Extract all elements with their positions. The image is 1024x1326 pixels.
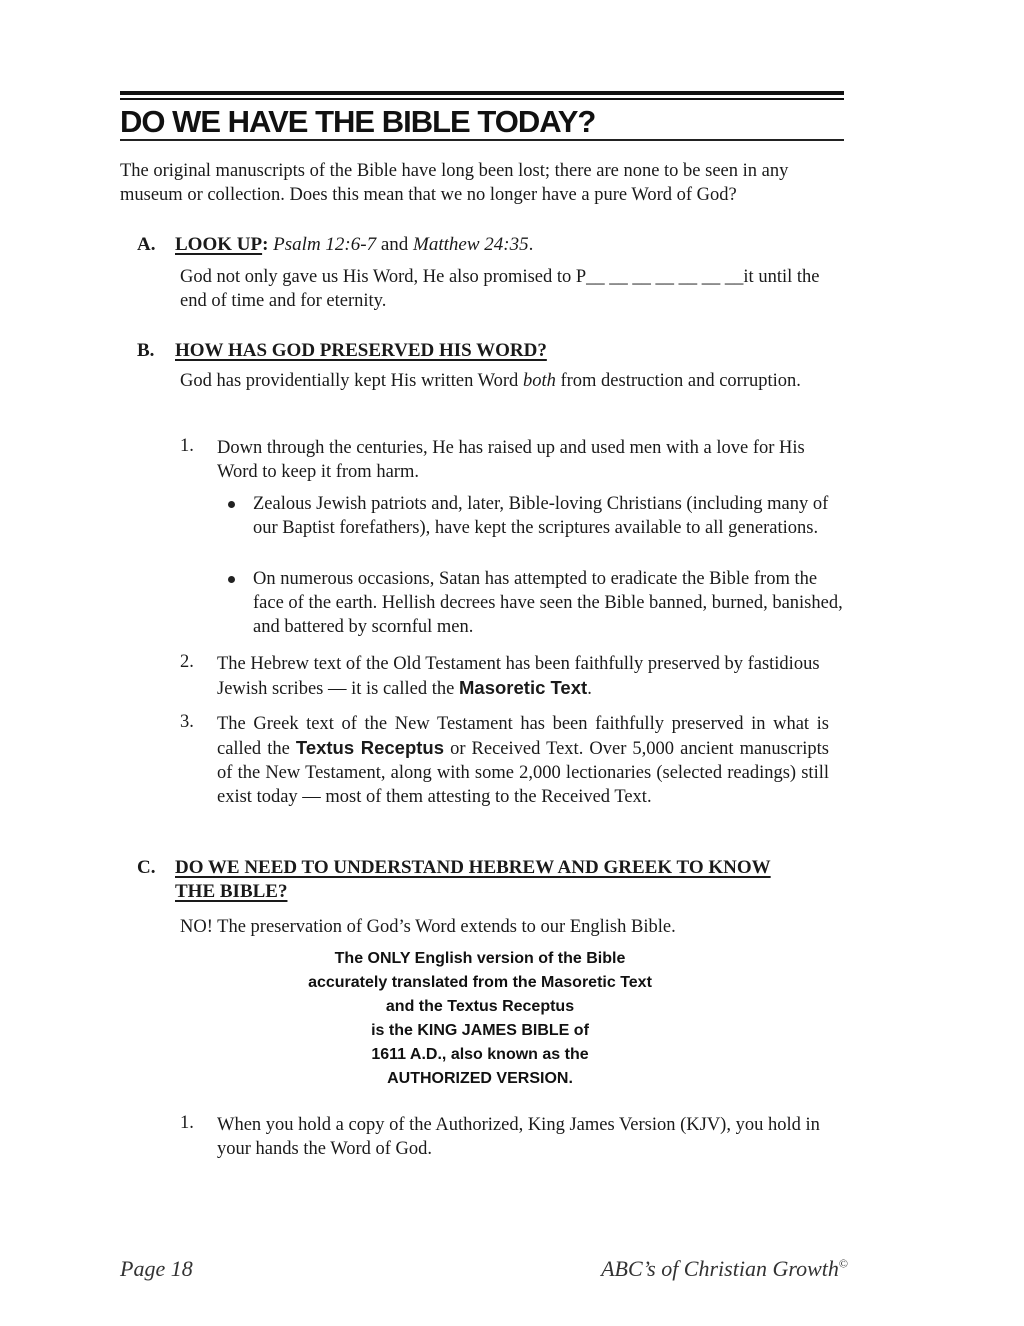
- section-a-ref1: Psalm 12:6-7: [273, 234, 377, 255]
- section-b-letter: B.: [137, 340, 155, 361]
- book-title: ABC’s of Christian Growth: [601, 1256, 839, 1281]
- textus-receptus-term: Textus Receptus: [295, 737, 444, 758]
- section-b-body: [180, 369, 844, 393]
- section-b-body-part2: from destruction and corruption.: [560, 371, 801, 391]
- section-b-bullet1: Zealous Jewish patriots and, later, Bible-loving Christians (including many of our Baptist forefathers), have kept the scriptures available to all generations.: [253, 494, 829, 538]
- title-underline: [120, 139, 844, 141]
- book-title-footer: [601, 1256, 848, 1282]
- masoretic-text-term: Masoretic Text: [459, 677, 588, 698]
- page-number: Page 18: [120, 1256, 193, 1281]
- section-b-item2-body: The Hebrew text of the Old Testament has been faithfully preserved by fastidious Jewish scribes — it is called the: [217, 654, 820, 699]
- header-rule-second: [120, 98, 844, 100]
- section-b-item3-number: 3.: [180, 712, 194, 732]
- header-rule-top: [120, 91, 844, 95]
- section-b-item1-text: Down through the centuries, He has raised up and used men with a love for His Word to keep it from harm.: [217, 438, 805, 482]
- section-c-item1-text: When you hold a copy of the Authorized, King James Version (KJV), you hold in your hands the Word of God.: [217, 1115, 820, 1159]
- section-a-ref2: Matthew 24:35: [413, 234, 529, 255]
- callout-line: AUTHORIZED VERSION.: [387, 1070, 573, 1087]
- bullet-dot-1: [228, 501, 235, 508]
- section-b-item2-number: 2.: [180, 652, 194, 672]
- section-b-item3-text: [217, 712, 829, 809]
- bullet-dot-2: [228, 576, 235, 583]
- section-a-letter: A.: [137, 234, 156, 255]
- section-b-body-emphasis: both: [522, 371, 556, 391]
- section-c-letter: C.: [137, 857, 156, 878]
- section-b-bullet2: On numerous occasions, Satan has attempted to eradicate the Bible from the face of the earth. Hellish decrees have seen the Bible banned, burned, banished, and battered by scornful men.: [253, 569, 843, 637]
- section-a-and: and: [380, 234, 409, 255]
- section-b-item3-body2: or Received Text. Over 5,000 ancient manuscripts of the New Testament, along with some 2,000 lectionaries (selected readings) still exist today — most of them attesting to the Received Text.: [217, 739, 829, 807]
- section-b-item3-body1: The Greek text of the New Testament has been faithfully preserved in what is called the: [217, 714, 829, 759]
- callout-line: is the KING JAMES BIBLE of: [371, 1022, 589, 1039]
- section-c-item1-number: 1.: [180, 1113, 194, 1133]
- section-b-item1-number: 1.: [180, 436, 194, 456]
- section-b-body-part1: God has providentially kept His written Word: [180, 371, 519, 391]
- section-a-body: [180, 265, 844, 313]
- callout-line: and the Textus Receptus: [385, 998, 575, 1015]
- copyright-mark: ©: [838, 1256, 848, 1271]
- intro-paragraph: The original manuscripts of the Bible have long been lost; there are none to be seen in any museum or collection. Does this mean that we no longer have a pure Word of God?: [120, 161, 789, 205]
- callout-line: The ONLY English version of the Bible: [334, 950, 626, 967]
- section-c-heading-line1: DO WE NEED TO UNDERSTAND HEBREW AND GREEK TO KNOW: [175, 857, 771, 878]
- callout-line: accurately translated from the Masoretic Text: [308, 974, 652, 991]
- section-b-heading: HOW HAS GOD PRESERVED HIS WORD?: [175, 340, 547, 361]
- section-c-heading-line2: THE BIBLE?: [175, 881, 288, 902]
- section-a-body-before: God not only gave us His Word, He also promised to P: [180, 267, 587, 287]
- section-c-body: NO! The preservation of God’s Word extends to our English Bible.: [180, 917, 676, 937]
- page-title: DO WE HAVE THE BIBLE TODAY?: [120, 104, 596, 139]
- fill-in-blank: __ __ __ __ __ __ __: [586, 267, 744, 287]
- callout-line: 1611 A.D., also known as the: [371, 1046, 589, 1063]
- section-b-item2-text: The Hebrew text of the Old Testament has been faithfully preserved by fastidious Jewish scribes — it is called the Masoretic Text.: [217, 654, 820, 699]
- kjv-callout: [220, 947, 740, 1091]
- section-a-body-after: it until the end of time and for eternity.: [180, 267, 820, 311]
- section-a-heading-line: LOOK UP: Psalm 12:6-7 and Matthew 24:35.: [175, 234, 534, 255]
- section-a-heading: LOOK UP: [175, 234, 263, 255]
